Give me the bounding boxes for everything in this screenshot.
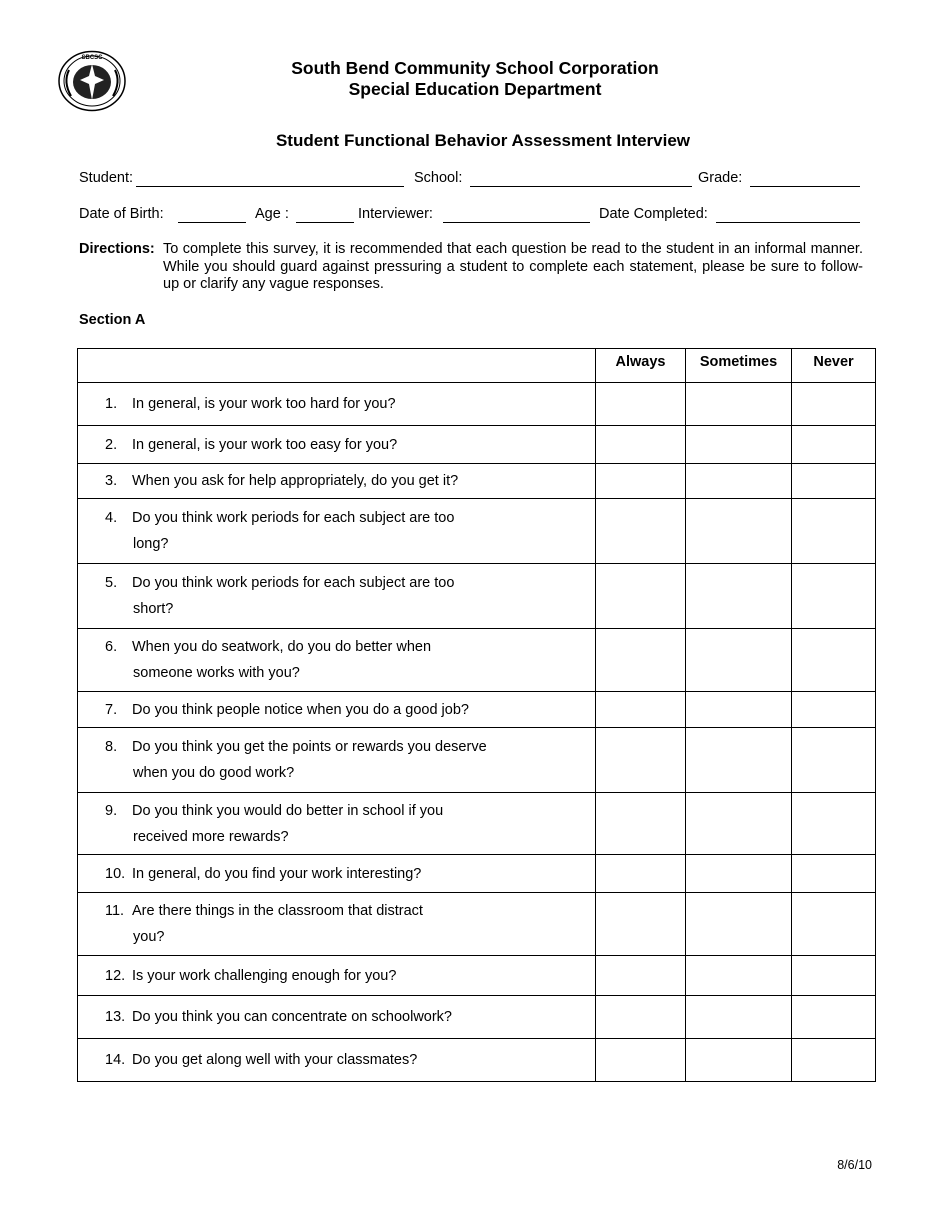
directions-text: To complete this survey, it is recommended that each question be read to the student in an informal manner. While you should guard against pressuring a student to complete each statement, please be sure to follow-up or clarify any vague responses. [163, 241, 863, 292]
question-line [105, 739, 487, 755]
question-text-cell [78, 893, 596, 956]
question-text-continued: you? [133, 929, 165, 945]
answer-cell-never[interactable] [792, 893, 876, 956]
grade-label: Grade: [698, 170, 743, 186]
question-table [77, 348, 876, 1082]
question-number: 14. [105, 1052, 126, 1068]
answer-cell-never[interactable] [792, 499, 876, 564]
answer-cell-never[interactable] [792, 564, 876, 629]
answer-cell-sometimes[interactable] [686, 793, 792, 855]
question-number: 3. [105, 473, 118, 489]
answer-cell-never[interactable] [792, 793, 876, 855]
form-title: Student Functional Behavior Assessment Interview [275, 131, 691, 150]
answer-cell-always[interactable] [596, 499, 686, 564]
question-text: When you do seatwork, do you do better when [132, 639, 432, 655]
question-number: 7. [105, 701, 118, 718]
department-name: Special Education Department [348, 79, 602, 99]
question-line [105, 510, 454, 526]
question-line [105, 968, 396, 984]
question-text-cell [78, 793, 596, 855]
question-line [105, 903, 423, 919]
answer-cell-sometimes[interactable] [686, 383, 792, 426]
answer-cell-sometimes[interactable] [686, 996, 792, 1039]
answer-cell-never[interactable] [792, 728, 876, 793]
answer-cell-always[interactable] [596, 629, 686, 692]
school-label: School: [414, 170, 463, 186]
question-row [78, 793, 876, 855]
question-text: Is your work challenging enough for you? [132, 967, 397, 984]
answer-cell-sometimes[interactable] [686, 893, 792, 956]
answer-cell-always[interactable] [596, 464, 686, 499]
answer-cell-always[interactable] [596, 426, 686, 464]
revision-date: 8/6/10 [837, 1158, 872, 1172]
question-line [105, 396, 396, 412]
answer-cell-always[interactable] [596, 728, 686, 793]
student-field[interactable] [136, 186, 404, 187]
question-row [78, 464, 876, 499]
answer-cell-sometimes[interactable] [686, 855, 792, 893]
question-row [78, 629, 876, 692]
question-row [78, 499, 876, 564]
question-row [78, 383, 876, 426]
directions-label: Directions: [79, 241, 155, 257]
question-text: Do you think you would do better in school if you [132, 802, 444, 819]
table-header-row [78, 349, 876, 383]
question-row [78, 564, 876, 629]
question-text: Do you think people notice when you do a good job? [132, 701, 469, 718]
answer-cell-always[interactable] [596, 564, 686, 629]
question-text-cell [78, 692, 596, 728]
question-text: When you ask for help appropriately, do you get it? [132, 473, 459, 489]
question-number: 1. [105, 396, 118, 412]
question-number: 8. [105, 739, 118, 755]
answer-cell-always[interactable] [596, 956, 686, 996]
question-text: Do you think you can concentrate on schoolwork? [132, 1009, 452, 1025]
question-text-continued: someone works with you? [133, 665, 300, 681]
answer-cell-sometimes[interactable] [686, 426, 792, 464]
answer-cell-never[interactable] [792, 464, 876, 499]
answer-cell-always[interactable] [596, 855, 686, 893]
question-number: 10. [105, 865, 126, 882]
question-row [78, 893, 876, 956]
dob-label: Date of Birth: [79, 206, 164, 222]
answer-cell-always[interactable] [596, 893, 686, 956]
question-text-cell [78, 629, 596, 692]
column-header-sometimes: Sometimes [686, 349, 792, 383]
question-row [78, 956, 876, 996]
question-text-cell [78, 426, 596, 464]
answer-cell-always[interactable] [596, 383, 686, 426]
question-line [105, 866, 421, 882]
question-number: 11. [105, 903, 125, 919]
age-field[interactable] [296, 222, 354, 223]
date-completed-field[interactable] [716, 222, 860, 223]
column-header-never: Never [792, 349, 876, 383]
question-text-cell [78, 728, 596, 793]
answer-cell-never[interactable] [792, 855, 876, 893]
question-text-cell [78, 956, 596, 996]
answer-cell-sometimes[interactable] [686, 564, 792, 629]
question-line [105, 702, 469, 718]
question-line [105, 803, 443, 819]
svg-text:SBCSC: SBCSC [81, 55, 103, 61]
question-line [105, 1009, 452, 1025]
answer-cell-never[interactable] [792, 383, 876, 426]
question-text: Do you think work periods for each subject are too [132, 510, 455, 526]
student-label: Student: [79, 170, 134, 186]
answer-cell-never[interactable] [792, 956, 876, 996]
question-number: 12. [105, 967, 126, 984]
question-text-continued: short? [133, 601, 174, 617]
question-number: 2. [105, 436, 118, 453]
question-text: Do you think work periods for each subject are too [132, 575, 455, 591]
question-text: In general, do you find your work interesting? [132, 865, 422, 882]
question-row [78, 426, 876, 464]
question-text: Are there things in the classroom that distract [132, 903, 423, 919]
question-number: 13. [105, 1009, 126, 1025]
question-text: Do you think you get the points or rewards you deserve [132, 739, 487, 755]
question-text-cell [78, 564, 596, 629]
question-text-continued: long? [133, 536, 169, 552]
question-text-cell [78, 855, 596, 893]
column-header-always: Always [596, 349, 686, 383]
question-row [78, 996, 876, 1039]
question-text-cell [78, 996, 596, 1039]
question-text-continued: when you do good work? [133, 765, 295, 781]
date-completed-label: Date Completed: [599, 206, 708, 222]
question-row [78, 1039, 876, 1082]
org-name: South Bend Community School Corporation [291, 58, 659, 78]
answer-cell-always[interactable] [596, 793, 686, 855]
answer-cell-never[interactable] [792, 426, 876, 464]
answer-cell-sometimes[interactable] [686, 629, 792, 692]
question-text: In general, is your work too easy for you? [132, 436, 398, 453]
answer-cell-sometimes[interactable] [686, 1039, 792, 1082]
question-text-cell [78, 1039, 596, 1082]
interviewer-field[interactable] [443, 222, 590, 223]
section-heading: Section A [79, 312, 146, 328]
school-field[interactable] [470, 186, 692, 187]
question-line [105, 639, 431, 655]
question-text: Do you get along well with your classmates? [132, 1052, 418, 1068]
question-text-cell [78, 464, 596, 499]
grade-field[interactable] [750, 186, 860, 187]
question-line [105, 575, 454, 591]
question-line [105, 437, 397, 453]
question-line [105, 473, 458, 489]
directions [79, 241, 863, 294]
dob-field[interactable] [178, 222, 246, 223]
answer-cell-always[interactable] [596, 996, 686, 1039]
answer-cell-sometimes[interactable] [686, 692, 792, 728]
answer-cell-always[interactable] [596, 692, 686, 728]
answer-cell-sometimes[interactable] [686, 956, 792, 996]
answer-cell-sometimes[interactable] [686, 728, 792, 793]
question-number: 5. [105, 575, 118, 591]
answer-cell-sometimes[interactable] [686, 464, 792, 499]
question-column-header [78, 349, 596, 383]
answer-cell-never[interactable] [792, 692, 876, 728]
question-row [78, 692, 876, 728]
question-number: 4. [105, 510, 118, 526]
question-text-cell [78, 383, 596, 426]
question-text: In general, is your work too hard for you? [132, 396, 396, 412]
age-label: Age : [255, 206, 289, 222]
question-text-continued: received more rewards? [133, 828, 289, 845]
question-row [78, 855, 876, 893]
question-line [105, 1052, 417, 1068]
answer-cell-always[interactable] [596, 1039, 686, 1082]
question-text-cell [78, 499, 596, 564]
question-number: 6. [105, 639, 118, 655]
answer-cell-sometimes[interactable] [686, 499, 792, 564]
answer-cell-never[interactable] [792, 629, 876, 692]
question-number: 9. [105, 802, 118, 819]
interviewer-label: Interviewer: [358, 206, 433, 222]
answer-cell-never[interactable] [792, 1039, 876, 1082]
answer-cell-never[interactable] [792, 996, 876, 1039]
question-row [78, 728, 876, 793]
